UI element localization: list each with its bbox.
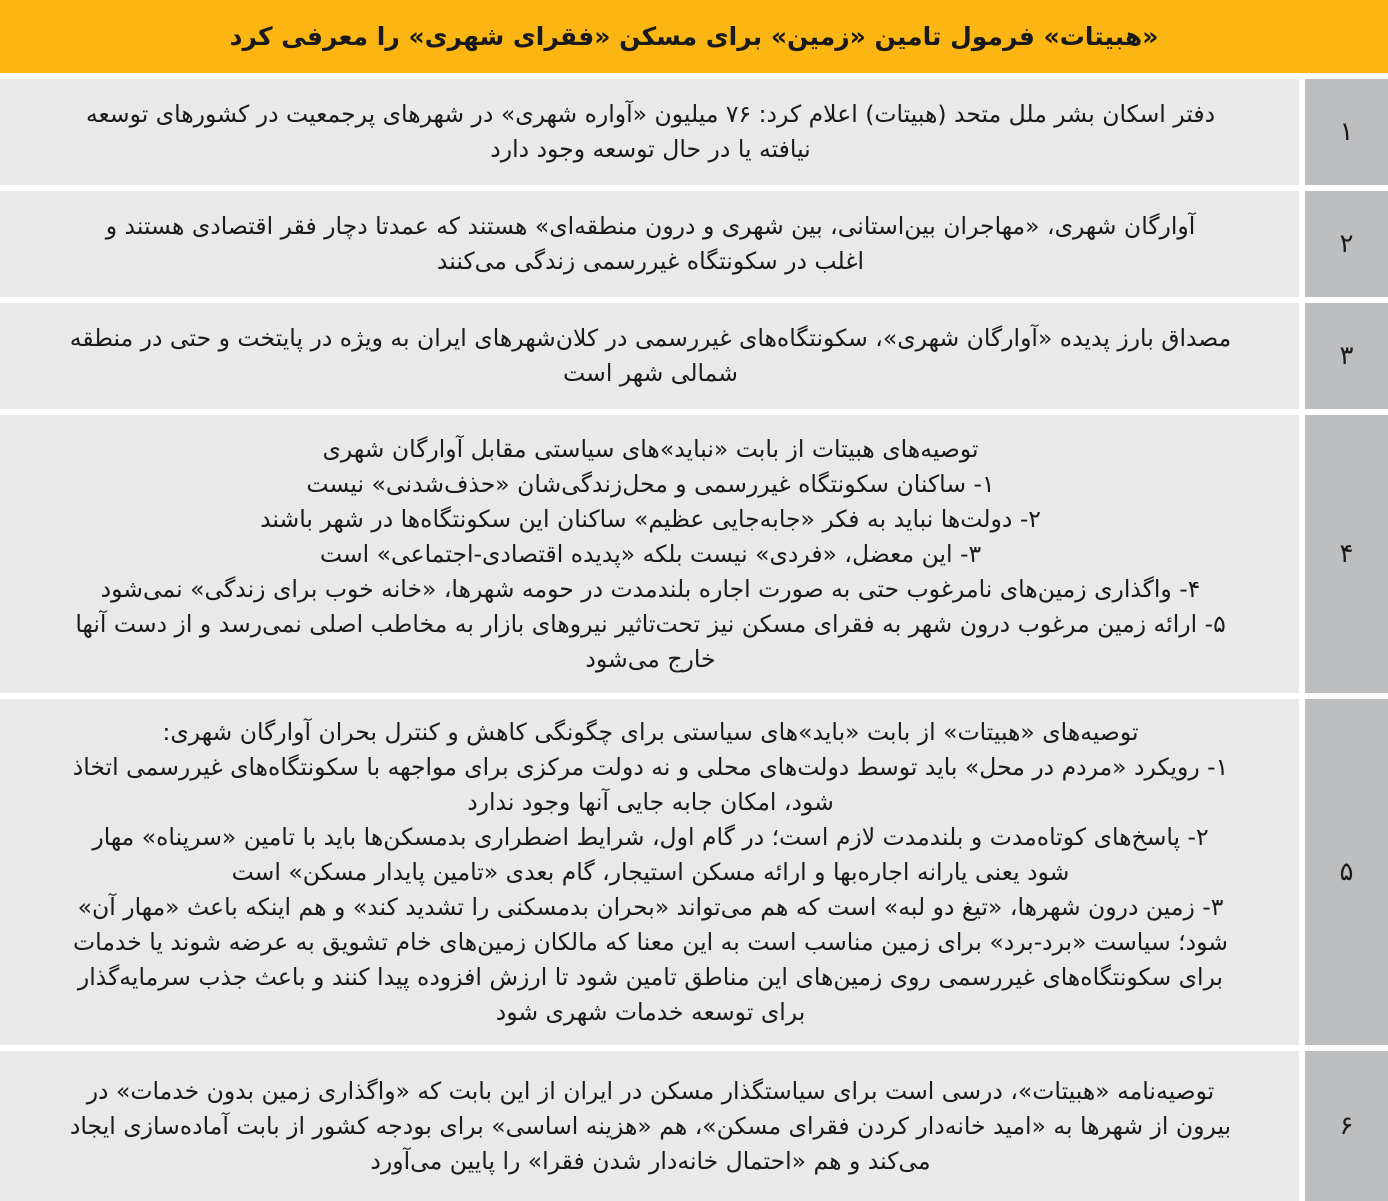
text-line: اغلب در سکونتگاه غیررسمی زندگی می‌کنند bbox=[436, 247, 865, 275]
text-line: برای توسعه خدمات شهری شود bbox=[495, 997, 806, 1026]
text-line: دفتر اسکان بشر ملل متحد (هبیتات) اعلام کرد: ۷۶ میلیون «آواره شهری» در شهرهای پرجمعیت در کشورهای توسعه bbox=[85, 100, 1216, 128]
text-line: آوارگان شهری، «مهاجران بین‌استانی، بین شهری و درون منطقه‌ای» هستند که عمدتا دچار فقر اقتصادی هستند و bbox=[105, 212, 1196, 240]
text-line: ۱- رویکرد «مردم در محل» باید توسط دولت‌های محلی و نه دولت مرکزی برای مواجهه با سکونتگاه‌های غیررسمی اتخاذ bbox=[72, 752, 1229, 781]
text-line: توصیه‌های «هبیتات» از بابت «باید»‌های سیاستی برای چگونگی کاهش و کنترل بحران آوارگان شهری: bbox=[162, 717, 1139, 746]
row-number: ۱ bbox=[1305, 79, 1388, 185]
table-title: «هبیتات» فرمول تامین «زمین» برای مسکن «فقرای شهری» را معرفی کرد bbox=[0, 0, 1388, 73]
table-row bbox=[0, 415, 1388, 693]
text-line: شمالی شهر است bbox=[563, 359, 738, 387]
text-line: شود، امکان جابه جایی آنها وجود ندارد bbox=[467, 787, 834, 816]
text-line: توصیه‌های هبیتات از بابت «نباید»‌های سیاستی مقابل آوارگان شهری bbox=[322, 434, 979, 463]
row-text bbox=[0, 415, 1299, 693]
text-line: بیرون از شهرها به «امید خانه‌دار کردن فقرای مسکن»، هم «هزینه اساسی» برای بودجه کشور از بابت آماده‌سازی ایجاد bbox=[69, 1111, 1232, 1140]
row-text bbox=[0, 699, 1299, 1045]
table-row bbox=[0, 303, 1388, 409]
text-line: ۴- واگذاری زمین‌های نامرغوب حتی به صورت اجاره بلندمدت در حومه شهرها، «خانه خوب برای زندگی» نمی‌شود bbox=[100, 574, 1201, 603]
text-line: می‌کند و هم «احتمال خانه‌دار شدن فقرا» را پایین می‌آورد bbox=[370, 1146, 931, 1175]
text-line: شود؛ سیاست «برد-برد» برای زمین مناسب است به این معنا که مالکان زمین‌های خام تشویق به عرضه شوند یا خدمات bbox=[73, 927, 1228, 956]
text-line: برای سکونتگاه‌های غیررسمی روی زمین‌های این مناطق تامین شود تا ارزش افزوده پیدا کنند و باعث جذب سرمایه‌گذار bbox=[77, 962, 1224, 991]
row-number: ۵ bbox=[1305, 699, 1388, 1045]
table-row bbox=[0, 191, 1388, 297]
row-text bbox=[0, 191, 1299, 297]
text-line: مصداق بارز پدیده «آوارگان شهری»، سکونتگاه‌های غیررسمی در کلان‌شهرهای ایران به ویژه در پایتخت و حتی در منطقه bbox=[69, 324, 1232, 352]
row-number: ۲ bbox=[1305, 191, 1388, 297]
text-line: خارج می‌شود bbox=[585, 644, 716, 673]
row-number: ۴ bbox=[1305, 415, 1388, 693]
text-line: ۳- زمین درون شهرها، «تیغ دو لبه» است که هم می‌تواند «بحران بدمسکنی را تشدید کند» و هم اینکه باعث «مهار آن» bbox=[77, 892, 1224, 921]
table-row bbox=[0, 1051, 1388, 1201]
text-line: نیافته یا در حال توسعه وجود دارد bbox=[490, 135, 811, 163]
text-line: ۲- پاسخ‌های کوتاه‌مدت و بلندمدت لازم است؛ در گام اول، شرایط اضطراری بدمسکن‌ها باید با تامین «سرپناه» مهار bbox=[92, 822, 1209, 851]
row-number: ۳ bbox=[1305, 303, 1388, 409]
text-line: ۳- این معضل، «فردی» نیست بلکه «پدیده اقتصادی-اجتماعی» است bbox=[319, 539, 982, 568]
row-text bbox=[0, 1051, 1299, 1201]
text-line: ۵- ارائه زمین مرغوب درون شهر به فقرای مسکن نیز تحت‌تاثیر نیروهای بازار به مخاطب اصلی نمی‌رسد و از دست آنها bbox=[75, 609, 1226, 638]
text-line: ۲- دولت‌ها نباید به فکر «جابه‌جایی عظیم» ساکنان این سکونتگاه‌ها در شهر باشند bbox=[260, 504, 1041, 533]
text-line: ۱- ساکنان سکونتگاه غیررسمی و محل‌زندگی‌شان «حذف‌شدنی» نیست bbox=[306, 469, 995, 498]
text-line: توصیه‌نامه «هبیتات»، درسی است برای سیاستگذار مسکن در ایران از این بابت که «واگذاری زمین بدون خدمات» در bbox=[86, 1076, 1215, 1105]
text-line: شود یعنی یارانه اجاره‌بها و ارائه مسکن استیجار، گام بعدی «تامین پایدار مسکن» است bbox=[231, 857, 1070, 886]
row-number: ۶ bbox=[1305, 1051, 1388, 1201]
table-row bbox=[0, 79, 1388, 185]
row-text bbox=[0, 79, 1299, 185]
row-text bbox=[0, 303, 1299, 409]
table-row bbox=[0, 699, 1388, 1045]
